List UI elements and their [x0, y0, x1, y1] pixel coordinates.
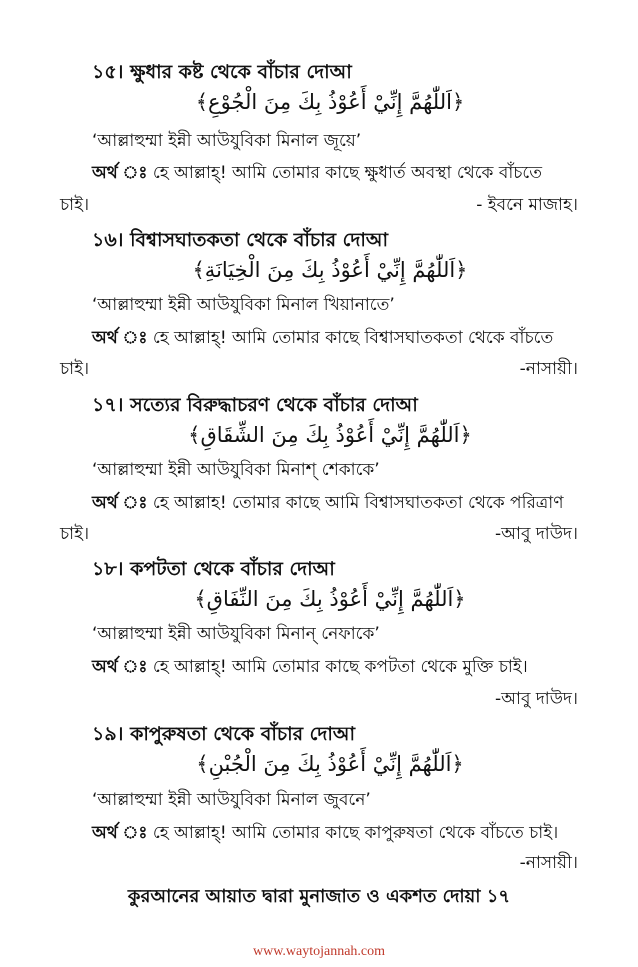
meaning-text: হে আল্লাহ্! আমি তোমার কাছে ক্ষুধার্ত অবস্থা থেকে বাঁচতে	[152, 163, 543, 183]
source-citation: -নাসায়ী।	[519, 359, 578, 379]
dua-15-meaning	[92, 158, 578, 189]
dua-17-heading: ১৭। সত্যের বিরুদ্ধাচরণ থেকে বাঁচার দোআ	[92, 394, 418, 416]
source-citation: -আবু দাউদ।	[495, 524, 578, 544]
meaning-label: অর্থ ঃ	[92, 657, 148, 677]
dua-19-source-citation: -নাসায়ী।	[519, 853, 578, 873]
dua-17-meaning	[92, 488, 578, 519]
meaning-tail: চাই।	[60, 359, 90, 379]
dua-16-heading: ১৬। বিশ্বাসঘাতকতা থেকে বাঁচার দোআ	[92, 229, 389, 251]
dua-16-meaning	[92, 323, 578, 354]
dua-19-meaning	[92, 818, 578, 849]
dua-18-transliteration: ‘আল্লাহুম্মা ইন্নী আউযুবিকা মিনান্ নেফাকে’	[92, 624, 380, 644]
dua-19-transliteration: ‘আল্লাহুম্মা ইন্নী আউযুবিকা মিনাল জুবনে’	[92, 790, 371, 810]
meaning-text: হে আল্লাহ্! আমি তোমার কাছে কাপুরুষতা থেকে বাঁচতে চাই।	[152, 823, 559, 843]
dua-16-transliteration: ‘আল্লাহুম্মা ইন্নী আউযুবিকা মিনাল খিয়ানাতে’	[92, 295, 395, 315]
meaning-text: হে আল্লাহ্! আমি তোমার কাছে কপটতা থেকে মুক্তি চাই।	[152, 657, 528, 677]
source-citation: - ইবনে মাজাহ।	[476, 195, 578, 215]
dua-17-transliteration: ‘আল্লাহুম্মা ইন্নী আউযুবিকা মিনাশ্ শেকাকে’	[92, 460, 380, 480]
dua-18-arabic: ﴿اَللّٰهُمَّ إِنِّيْ أَعُوْذُ بِكَ مِنَ النِّفَاقِ﴾	[194, 587, 466, 611]
dua-15-transliteration: ‘আল্লাহুম্মা ইন্নী আউযুবিকা মিনাল জূয়ে’	[92, 131, 362, 151]
meaning-text: হে আল্লাহ! তোমার কাছে আমি বিশ্বাসঘাতকতা থেকে পরিত্রাণ	[152, 493, 564, 513]
dua-17-arabic: ﴿اَللّٰهُمَّ إِنِّيْ أَعُوْذُ بِكَ مِنَ الشِّقَاقِ﴾	[188, 423, 472, 447]
meaning-label: অর্থ ঃ	[92, 493, 148, 513]
meaning-tail: চাই।	[60, 195, 90, 215]
dua-18-heading: ১৮। কপটতা থেকে বাঁচার দোআ	[92, 558, 335, 580]
meaning-label: অর্থ ঃ	[92, 163, 148, 183]
dua-19-arabic: ﴿اَللّٰهُمَّ إِنِّيْ أَعُوْذُ بِكَ مِنَ الْجُبْنِ﴾	[196, 752, 464, 776]
dua-15-arabic: ﴿اَللّٰهُمَّ إِنِّيْ أَعُوْذُ بِكَ مِنَ الْجُوْعِ﴾	[195, 90, 465, 114]
dua-18-meaning	[92, 652, 578, 683]
dua-19-heading: ১৯। কাপুরুষতা থেকে বাঁচার দোআ	[92, 723, 356, 745]
meaning-text: হে আল্লাহ্! আমি তোমার কাছে বিশ্বাসঘাতকতা থেকে বাঁচতে	[152, 328, 554, 348]
meaning-label: অর্থ ঃ	[92, 823, 148, 843]
meaning-label: অর্থ ঃ	[92, 328, 148, 348]
dua-18-source-citation: -আবু দাউদ।	[495, 689, 578, 709]
meaning-tail: চাই।	[60, 524, 90, 544]
dua-16-arabic: ﴿اَللّٰهُمَّ إِنِّيْ أَعُوْذُ بِكَ مِنَ الْخِيَانَةِ﴾	[192, 258, 468, 282]
page-footer: কুরআনের আয়াত দ্বারা মুনাজাত ও একশত দোয়া ১৭	[127, 886, 511, 907]
dua-15-heading: ১৫। ক্ষুধার কষ্ট থেকে বাঁচার দোআ	[92, 61, 352, 83]
website-link[interactable]: www.waytojannah.com	[252, 944, 386, 959]
